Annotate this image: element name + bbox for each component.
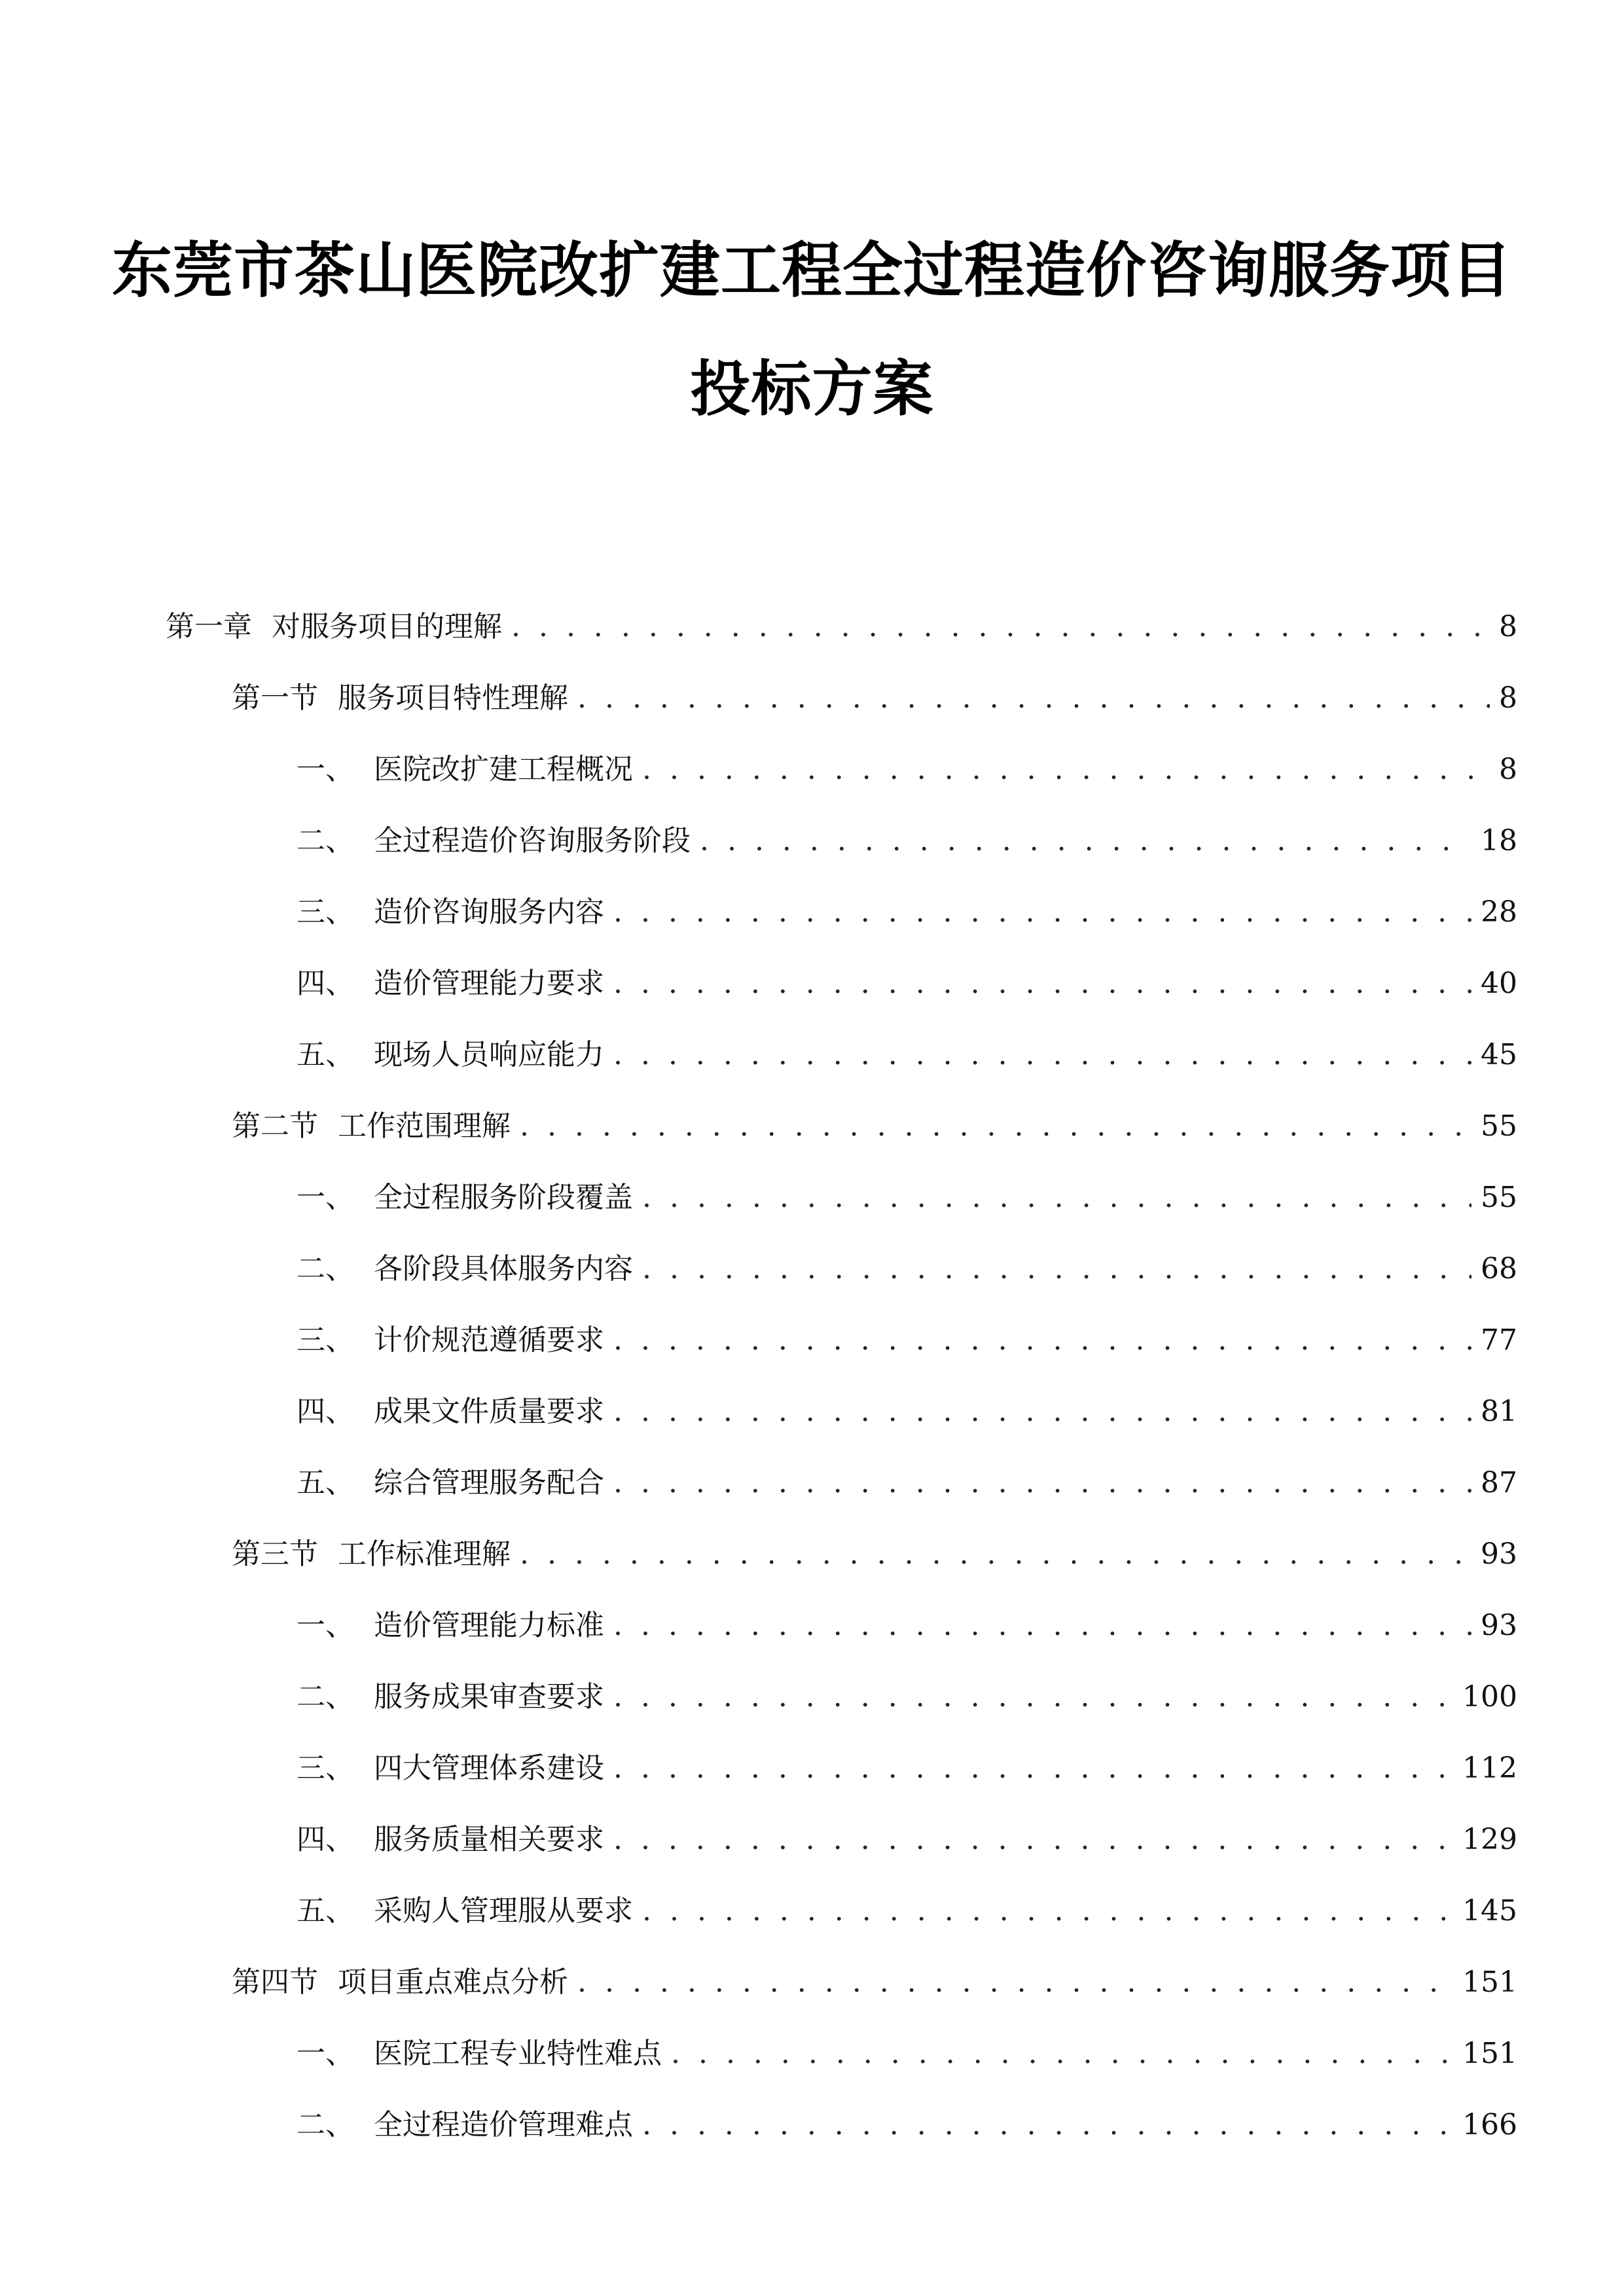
toc-entry-number: 二、	[297, 1252, 354, 1285]
toc-entry-page: 100	[1462, 1680, 1517, 1713]
dot-leader	[511, 607, 1490, 647]
toc-entry-page: 55	[1481, 1109, 1517, 1143]
toc-entry[interactable]	[297, 821, 1517, 861]
dot-leader	[642, 1249, 1471, 1289]
toc-entry-page: 68	[1481, 1252, 1517, 1285]
toc-entry[interactable]	[232, 679, 1517, 718]
toc-entry[interactable]	[297, 1820, 1517, 1859]
toc-entry-page: 55	[1481, 1181, 1517, 1214]
toc-entry-title: 项目重点难点分析	[338, 1965, 568, 1999]
toc-entry-title: 服务成果审查要求	[374, 1680, 604, 1713]
toc-entry[interactable]	[232, 1535, 1517, 1574]
toc-entry-title: 医院工程专业特性难点	[374, 2037, 662, 2070]
toc-entry[interactable]	[297, 893, 1517, 932]
toc-entry-title: 造价管理能力要求	[374, 967, 604, 1000]
toc-entry-page: 40	[1481, 967, 1517, 1000]
toc-entry-page: 93	[1481, 1609, 1517, 1642]
dot-leader	[520, 1107, 1471, 1146]
toc-entry[interactable]	[297, 2034, 1517, 2073]
toc-entry-number: 五、	[297, 1038, 354, 1071]
dot-leader	[613, 1321, 1471, 1360]
toc-entry-title: 造价管理能力标准	[374, 1609, 604, 1642]
toc-entry-number: 二、	[297, 2108, 354, 2142]
toc-entry-number: 三、	[297, 1323, 354, 1357]
toc-entry-page: 28	[1481, 895, 1517, 929]
toc-entry-title: 造价咨询服务内容	[374, 895, 604, 929]
toc-entry-number: 五、	[297, 1466, 354, 1499]
toc-entry-title: 现场人员响应能力	[374, 1038, 604, 1071]
toc-entry-page: 45	[1481, 1038, 1517, 1071]
dot-leader	[642, 750, 1490, 789]
document-subtitle: 投标方案	[690, 353, 934, 424]
document-title: 东莞市茶山医院改扩建工程全过程造价咨询服务项目	[111, 235, 1512, 306]
dot-leader	[613, 1820, 1453, 1859]
dot-leader	[642, 1892, 1453, 1931]
toc-entry-page: 77	[1481, 1323, 1517, 1357]
toc-entry[interactable]	[297, 1249, 1517, 1289]
toc-entry-number: 四、	[297, 967, 354, 1000]
dot-leader	[613, 1749, 1453, 1788]
toc-entry[interactable]	[297, 1749, 1517, 1788]
dot-leader	[577, 679, 1490, 718]
dot-leader	[613, 1392, 1471, 1431]
toc-entry-page: 81	[1481, 1395, 1517, 1428]
dot-leader	[642, 2106, 1453, 2145]
toc-entry-title: 医院改扩建工程概况	[374, 753, 633, 786]
toc-entry-number: 五、	[297, 1894, 354, 1928]
toc-entry-page: 18	[1481, 824, 1517, 857]
toc-entry-number: 第四节	[232, 1965, 318, 1999]
toc-entry-number: 四、	[297, 1395, 354, 1428]
dot-leader	[520, 1535, 1471, 1574]
toc-entry-number: 第一节	[232, 681, 318, 715]
toc-entry-page: 87	[1481, 1466, 1517, 1499]
toc-entry[interactable]	[297, 750, 1517, 789]
toc-entry[interactable]	[232, 1963, 1517, 2002]
toc-entry-title: 对服务项目的理解	[272, 610, 502, 643]
dot-leader	[613, 893, 1471, 932]
dot-leader	[700, 821, 1471, 861]
toc-entry[interactable]	[297, 1035, 1517, 1075]
toc-entry[interactable]	[297, 964, 1517, 1003]
toc-entry-page: 93	[1481, 1537, 1517, 1571]
dot-leader	[577, 1963, 1453, 2002]
toc-entry[interactable]	[297, 2106, 1517, 2145]
toc-entry-page: 8	[1499, 610, 1517, 643]
toc-entry[interactable]	[297, 1392, 1517, 1431]
toc-entry-page: 151	[1462, 1965, 1517, 1999]
toc-entry-number: 第二节	[232, 1109, 318, 1143]
toc-entry-number: 三、	[297, 895, 354, 929]
toc-entry-number: 二、	[297, 1680, 354, 1713]
toc-entry-number: 一、	[297, 2037, 354, 2070]
toc-entry-page: 8	[1499, 753, 1517, 786]
toc-entry-title: 工作范围理解	[338, 1109, 511, 1143]
toc-entry[interactable]	[297, 1892, 1517, 1931]
toc-entry-title: 全过程造价咨询服务阶段	[374, 824, 691, 857]
dot-leader	[671, 2034, 1453, 2073]
toc-entry-title: 全过程造价管理难点	[374, 2108, 633, 2142]
toc-entry-title: 工作标准理解	[338, 1537, 511, 1571]
toc-entry[interactable]	[297, 1321, 1517, 1360]
toc-entry-page: 145	[1462, 1894, 1517, 1928]
toc-entry-number: 三、	[297, 1751, 354, 1785]
toc-entry-page: 129	[1462, 1823, 1517, 1856]
toc-entry-page: 112	[1462, 1751, 1517, 1785]
dot-leader	[613, 1035, 1471, 1075]
toc-entry-title: 全过程服务阶段覆盖	[374, 1181, 633, 1214]
toc-entry-page: 151	[1462, 2037, 1517, 2070]
toc-entry[interactable]	[232, 1107, 1517, 1146]
toc-entry-title: 采购人管理服从要求	[374, 1894, 633, 1928]
toc-entry[interactable]	[297, 1606, 1517, 1645]
toc-entry-number: 一、	[297, 753, 354, 786]
toc-entry-title: 服务质量相关要求	[374, 1823, 604, 1856]
dot-leader	[613, 1463, 1471, 1503]
toc-entry-title: 各阶段具体服务内容	[374, 1252, 633, 1285]
toc-entry[interactable]	[297, 1178, 1517, 1217]
dot-leader	[613, 964, 1471, 1003]
toc-entry[interactable]	[297, 1463, 1517, 1503]
toc-entry-title: 综合管理服务配合	[374, 1466, 604, 1499]
toc-entry-title: 计价规范遵循要求	[374, 1323, 604, 1357]
toc-entry-page: 166	[1462, 2108, 1517, 2142]
toc-entry-number: 一、	[297, 1609, 354, 1642]
toc-entry-title: 四大管理体系建设	[374, 1751, 604, 1785]
dot-leader	[642, 1178, 1471, 1217]
toc-entry[interactable]	[166, 607, 1517, 647]
toc-entry-number: 第一章	[166, 610, 252, 643]
toc-entry[interactable]	[297, 1677, 1517, 1717]
toc-entry-number: 二、	[297, 824, 354, 857]
toc-entry-title: 服务项目特性理解	[338, 681, 568, 715]
toc-entry-title: 成果文件质量要求	[374, 1395, 604, 1428]
toc-entry-number: 第三节	[232, 1537, 318, 1571]
toc-entry-number: 一、	[297, 1181, 354, 1214]
dot-leader	[613, 1606, 1471, 1645]
toc-entry-number: 四、	[297, 1823, 354, 1856]
dot-leader	[613, 1677, 1453, 1717]
toc-entry-page: 8	[1499, 681, 1517, 715]
